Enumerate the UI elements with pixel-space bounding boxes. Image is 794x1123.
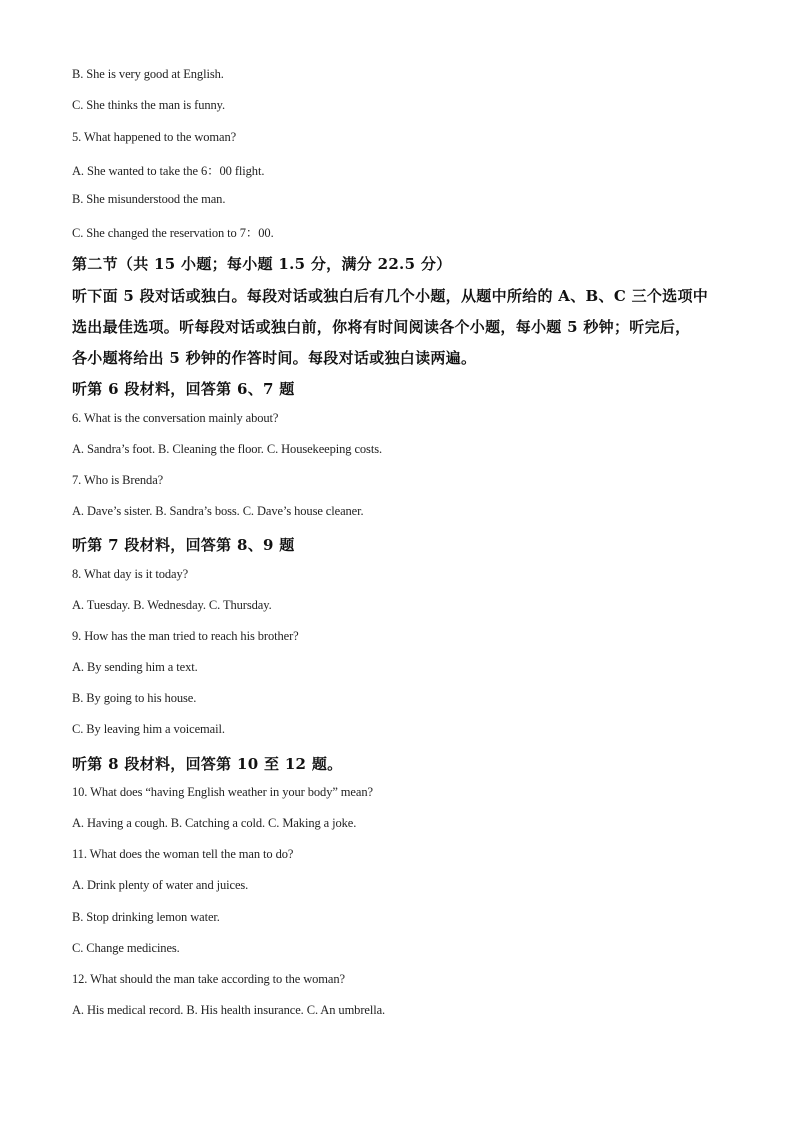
option-4b: B. She is very good at English. bbox=[72, 67, 224, 81]
instructions-line-3: 各小题将给出 5 秒钟的作答时间。每段对话或独白读两遍。 bbox=[72, 349, 477, 367]
option-9a: A. By sending him a text. bbox=[72, 660, 198, 674]
question-9: 9. How has the man tried to reach his brother? bbox=[72, 629, 299, 643]
material-8-heading: 听第 8 段材料，回答第 10 至 12 题。 bbox=[72, 755, 343, 773]
option-5a: A. She wanted to take the 6：00 flight. bbox=[72, 164, 265, 178]
material-6-heading: 听第 6 段材料，回答第 6、7 题 bbox=[72, 380, 295, 398]
instructions-line-1: 听下面 5 段对话或独白。每段对话或独白后有几个小题，从题中所给的 A、B、C 三个选项中 bbox=[72, 287, 709, 305]
options-12: A. His medical record. B. His health insurance. C. An umbrella. bbox=[72, 1003, 386, 1017]
question-8: 8. What day is it today? bbox=[72, 567, 189, 581]
instructions-line-2: 选出最佳选项。听每段对话或独白前，你将有时间阅读各个小题，每小题 5 秒钟；听完后， bbox=[72, 318, 691, 336]
question-5: 5. What happened to the woman? bbox=[72, 130, 237, 144]
option-11a: A. Drink plenty of water and juices. bbox=[72, 878, 249, 892]
question-7: 7. Who is Brenda? bbox=[72, 473, 164, 487]
option-11b: B. Stop drinking lemon water. bbox=[72, 910, 220, 924]
material-7-heading: 听第 7 段材料，回答第 8、9 题 bbox=[72, 536, 295, 554]
question-6: 6. What is the conversation mainly about? bbox=[72, 411, 279, 425]
option-5c: C. She changed the reservation to 7：00. bbox=[72, 226, 274, 240]
option-5b: B. She misunderstood the man. bbox=[72, 192, 226, 206]
options-7: A. Dave’s sister. B. Sandra’s boss. C. Dave’s house cleaner. bbox=[72, 504, 364, 518]
question-10: 10. What does “having English weather in your body” mean? bbox=[72, 785, 373, 799]
options-6: A. Sandra’s foot. B. Cleaning the floor. C. Housekeeping costs. bbox=[72, 442, 382, 456]
options-10: A. Having a cough. B. Catching a cold. C. Making a joke. bbox=[72, 816, 357, 830]
options-8: A. Tuesday. B. Wednesday. C. Thursday. bbox=[72, 598, 272, 612]
option-9c: C. By leaving him a voicemail. bbox=[72, 722, 225, 736]
question-11: 11. What does the woman tell the man to do? bbox=[72, 847, 294, 861]
option-4c: C. She thinks the man is funny. bbox=[72, 98, 226, 112]
option-11c: C. Change medicines. bbox=[72, 941, 180, 955]
question-12: 12. What should the man take according to the woman? bbox=[72, 972, 345, 986]
section-heading: 第二节（共 15 小题；每小题 1.5 分，满分 22.5 分） bbox=[72, 255, 452, 273]
option-9b: B. By going to his house. bbox=[72, 691, 197, 705]
